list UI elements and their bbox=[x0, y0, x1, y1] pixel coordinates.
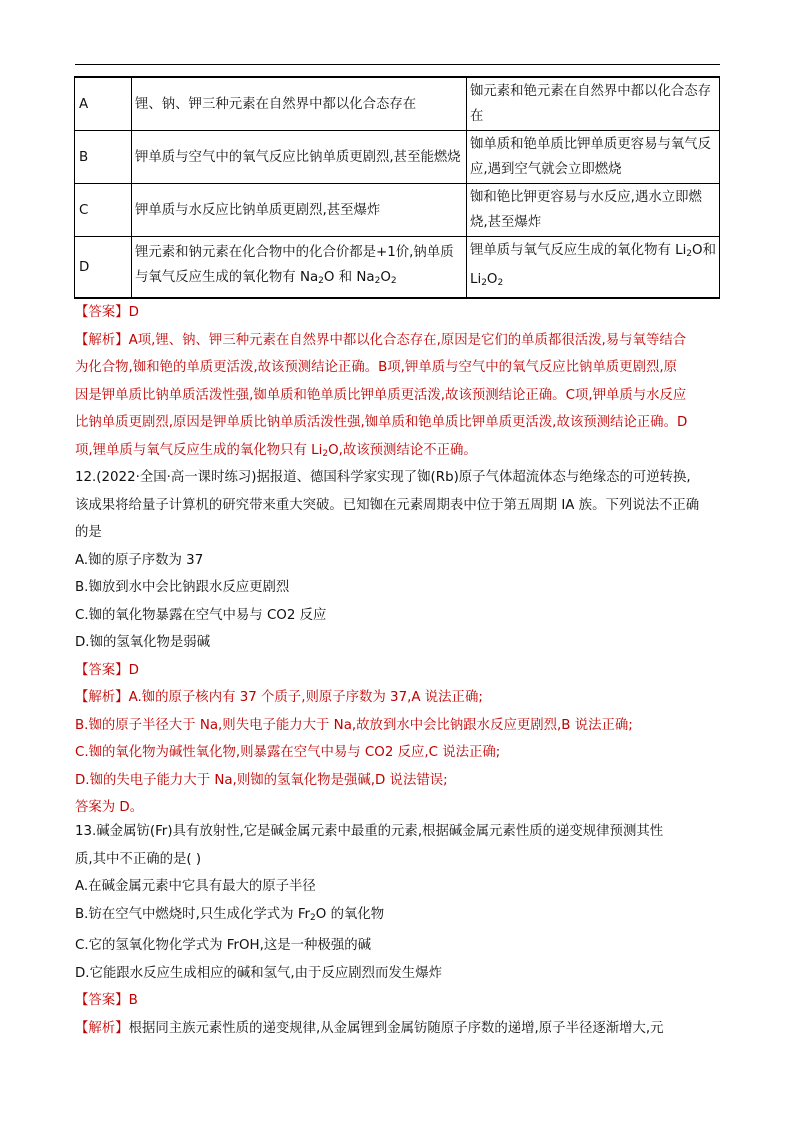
analysis-line: 项,锂单质与氧气反应生成的氧化物只有 $Li_2O$,故该预测结论不正确。 bbox=[75, 442, 477, 459]
answer-tag: 【答案】 bbox=[75, 993, 129, 1008]
option-c: C.铷的氧化物暴露在空气中易与 CO2 反应 bbox=[75, 607, 327, 623]
analysis-tag: 【解析】 bbox=[75, 1020, 129, 1036]
cell-line: $Li_2O_2$ bbox=[470, 272, 504, 288]
prediction-cell: 铷单质和铯单质比钾单质更容易与氧气反应,遇到空气就会立即燃烧 bbox=[467, 131, 720, 184]
row-key: A bbox=[75, 77, 132, 131]
answer-tag: 【答案】 bbox=[75, 662, 129, 678]
option-a: A.在碱金属元素中它具有最大的原子半径 bbox=[75, 879, 316, 894]
option-a: A.铷的原子序数为 37 bbox=[75, 552, 204, 568]
cell-line: 锂元素和钠元素在化合物中的化合价都是+1价,钠单质 bbox=[135, 245, 454, 260]
prediction-cell: 铷元素和铯元素在自然界中都以化合态存在 bbox=[467, 77, 720, 131]
cell-line: 锂单质与氧气反应生成的氧化物有 $Li_2O$和 bbox=[470, 243, 716, 259]
known-fact-cell: 钾单质与空气中的氧气反应比钠单质更剧烈,甚至能燃烧 bbox=[132, 131, 467, 184]
cell-line: 与氧气反应生成的氧化物有 $Na_2O$ 和 $Na_2O_2$ bbox=[135, 270, 397, 286]
question-stem: 12.(2022·全国·高一课时练习)据报道、德国科学家实现了铷(Rb)原子气体超流体态与绝缘态的可逆转换, bbox=[75, 470, 691, 485]
analysis-line: 为化合物,铷和铯的单质更活泼,故该预测结论正确。B项,钾单质与空气中的氧气反应比钠单质更剧烈,原 bbox=[75, 360, 678, 375]
answer-value: D bbox=[128, 305, 139, 320]
option-d: D.它能跟水反应生成相应的碱和氢气,由于反应剧烈而发生爆炸 bbox=[75, 965, 442, 981]
answer-line bbox=[75, 299, 723, 327]
q11-solution bbox=[75, 299, 723, 468]
question-stem: 13.碱金属钫(Fr)具有放射性,它是碱金属元素中最重的元素,根据碱金属元素性质的递变规律预测其性 bbox=[75, 824, 664, 839]
analysis-tag: 【解析】 bbox=[75, 690, 129, 705]
table-row bbox=[75, 77, 720, 131]
question-stem: 该成果将给量子计算机的研究带来重大突破。已知铷在元素周期表中位于第五周期 IA 族。下列说法不正确 bbox=[75, 497, 700, 513]
question-13 bbox=[75, 818, 723, 1042]
answer-tag: 【答案】 bbox=[75, 305, 129, 320]
analysis-line: 【解析】根据同主族元素性质的递变规律,从金属锂到金属钫随原子序数的递增,原子半径逐渐增大,元 bbox=[75, 1020, 664, 1036]
analysis-line: 【解析】A.铷的原子核内有 37 个质子,则原子序数为 37,A 说法正确; bbox=[75, 690, 483, 705]
answer-line bbox=[75, 657, 723, 685]
option-c: C.它的氢氧化物化学式为 FrOH,这是一种极强的碱 bbox=[75, 938, 371, 953]
known-fact-cell: 钾单质与水反应比钠单质更剧烈,甚至爆炸 bbox=[132, 184, 467, 237]
prediction-cell: 铷和铯比钾更容易与水反应,遇水立即燃烧,甚至爆炸 bbox=[467, 184, 720, 237]
answer-line bbox=[75, 987, 723, 1015]
question-stem: 质,其中不正确的是( ) bbox=[75, 851, 202, 867]
known-fact-cell: 锂、钠、钾三种元素在自然界中都以化合态存在 bbox=[132, 77, 467, 131]
analysis-line: B.铷的原子半径大于 Na,则失电子能力大于 Na,故放到水中会比钠跟水反应更剧烈,B 说法正确; bbox=[75, 717, 633, 733]
table-row bbox=[75, 237, 720, 299]
option-d: D.铷的氢氧化物是弱碱 bbox=[75, 635, 211, 650]
table-row bbox=[75, 184, 720, 237]
prediction-cell bbox=[467, 237, 720, 299]
row-key: B bbox=[75, 131, 132, 184]
header-rule bbox=[75, 64, 720, 65]
known-fact-cell bbox=[132, 237, 467, 299]
conclusion-line: 答案为 D。 bbox=[75, 800, 144, 815]
row-key: D bbox=[75, 237, 132, 299]
answer-value: D bbox=[128, 662, 139, 678]
comparison-table bbox=[74, 76, 720, 299]
analysis-line: D.铷的失电子能力大于 Na,则铷的氢氧化物是强碱,D 说法错误; bbox=[75, 772, 448, 788]
row-key: C bbox=[75, 184, 132, 237]
answer-value: B bbox=[128, 993, 138, 1008]
question-stem: 的是 bbox=[75, 525, 102, 540]
analysis-tag: 【解析】 bbox=[75, 332, 129, 348]
analysis-line: 因是钾单质比钠单质活泼性强,铷单质和铯单质比钾单质更活泼,故该预测结论正确。C项,钾单质与水反应 bbox=[75, 387, 687, 403]
question-12 bbox=[75, 464, 723, 822]
analysis-line: C.铷的氧化物为碱性氧化物,则暴露在空气中易与 CO2 反应,C 说法正确; bbox=[75, 745, 501, 760]
analysis-line: 比钠单质更剧烈,原因是钾单质比钠单质活泼性强,铷单质和铯单质比钾单质更活泼,故该预测结论正确。D bbox=[75, 415, 688, 430]
analysis-line: 【解析】A项,锂、钠、钾三种元素在自然界中都以化合态存在,原因是它们的单质都很活泼,易与氧等结合 bbox=[75, 332, 687, 348]
option-b: B.铷放到水中会比钠跟水反应更剧烈 bbox=[75, 580, 290, 595]
option-b: B.钫在空气中燃烧时,只生成化学式为 $Fr_2O$ 的氧化物 bbox=[75, 906, 385, 923]
table-row bbox=[75, 131, 720, 184]
